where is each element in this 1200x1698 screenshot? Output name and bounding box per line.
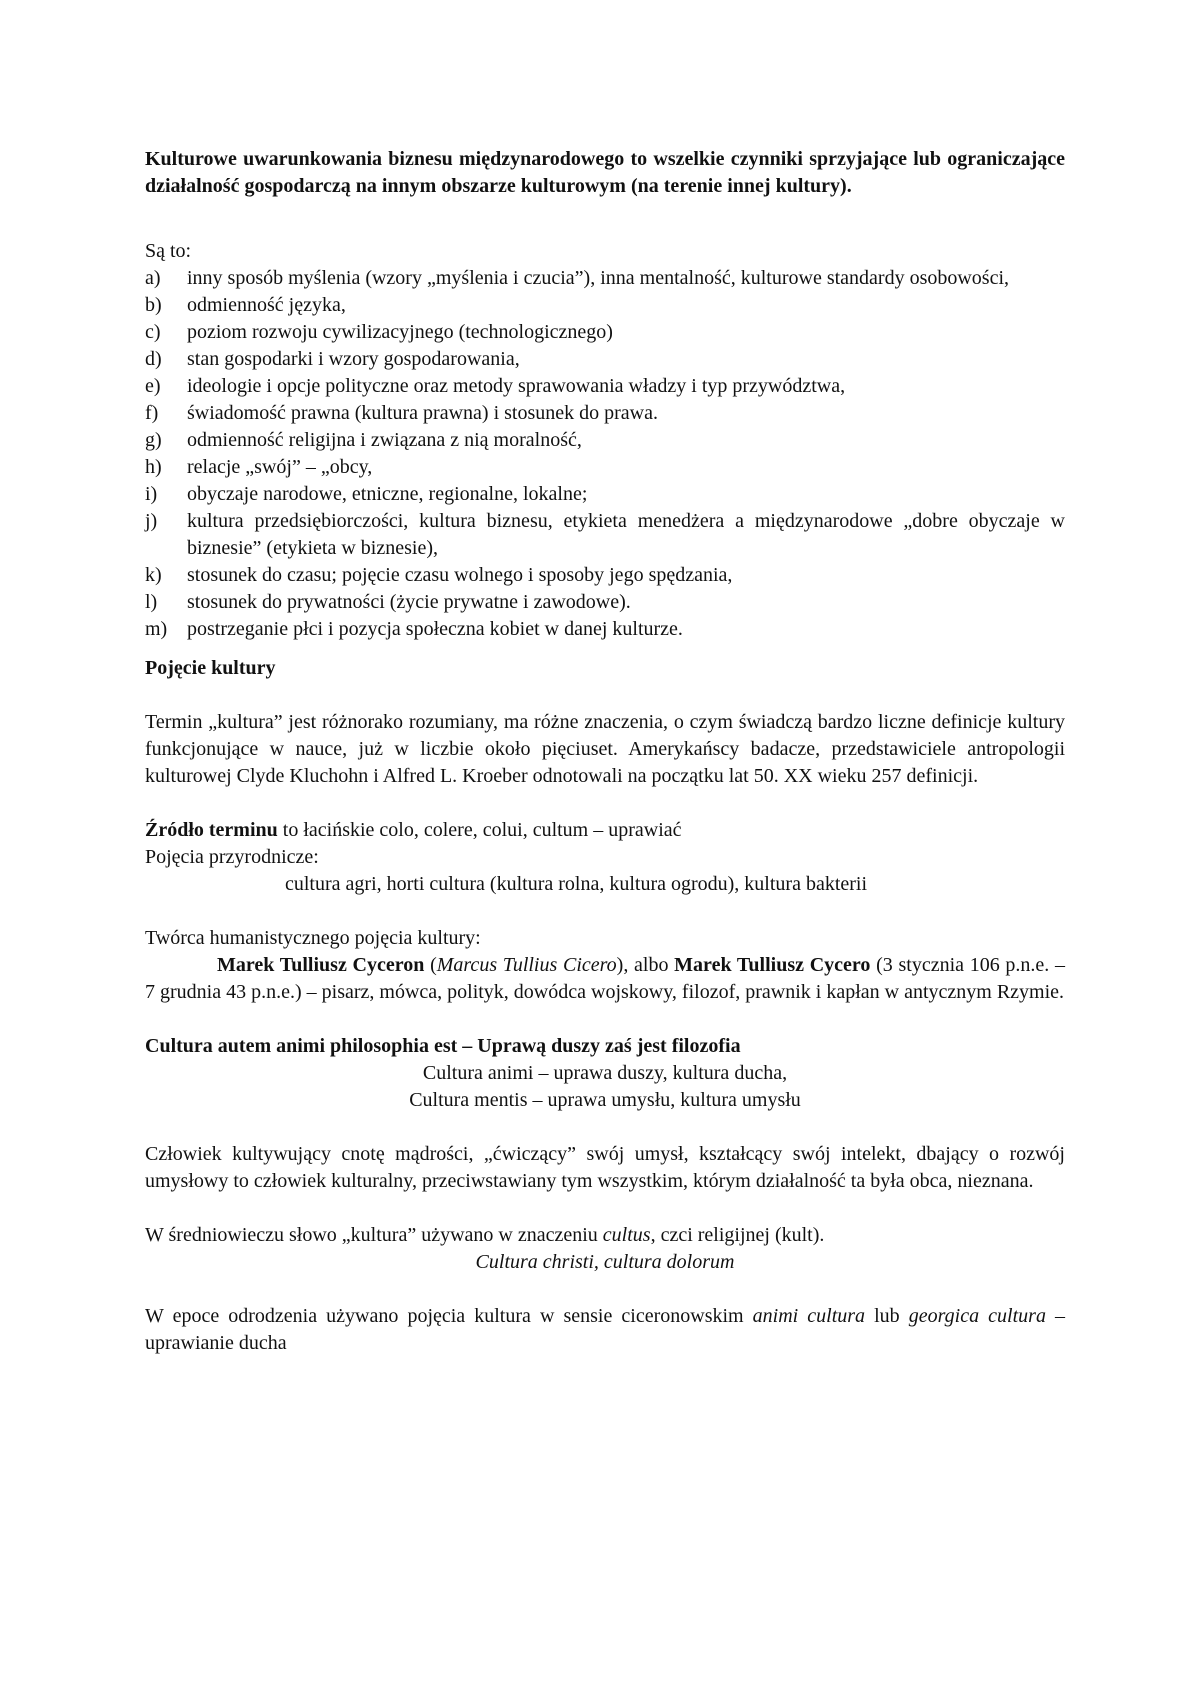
- list-intro: Są to:: [145, 240, 192, 262]
- nature-examples: cultura agri, horti cultura (kultura rolna, kultura ogrodu), kultura bakterii: [285, 873, 868, 895]
- creator-label: Twórca humanistycznego pojęcia kultury:: [145, 927, 481, 949]
- list-item: j) kultura przedsiębiorczości, kultura biznesu, etykieta menedżera a międzynarodowe „dobre obyczaje w biznesie” (etykieta w biznesie),: [145, 510, 1065, 559]
- middle-ages-paragraph: W średniowieczu słowo „kultura” używano w znaczeniu cultus, czci religijnej (kult).: [145, 1224, 825, 1246]
- source-label: Źródło terminu: [145, 819, 278, 841]
- list-item: i) obyczaje narodowe, etniczne, regionalne, lokalne;: [145, 483, 588, 505]
- nature-label: Pojęcia przyrodnicze:: [145, 846, 319, 868]
- list-item: d) stan gospodarki i wzory gospodarowania,: [145, 348, 520, 370]
- factors-list: [145, 265, 1065, 643]
- list-item: k) stosunek do czasu; pojęcie czasu wolnego i sposoby jego spędzania,: [145, 564, 733, 586]
- list-item: b) odmienność języka,: [145, 294, 346, 316]
- source-text: to łacińskie colo, colere, colui, cultum – uprawiać: [277, 819, 682, 841]
- quote-line-2: Cultura mentis – uprawa umysłu, kultura umysłu: [409, 1089, 801, 1111]
- list-item: f) świadomość prawna (kultura prawna) i stosunek do prawa.: [145, 402, 658, 424]
- list-item: l) stosunek do prywatności (życie prywatne i zawodowe).: [145, 591, 631, 613]
- document-page: [145, 146, 1065, 1357]
- man-paragraph: Człowiek kultywujący cnotę mądrości, „ćwiczący” swój umysł, kształcący swój intelekt, dbający o rozwój umysłowy to człowiek kulturalny, przeciwstawiany tym wszystkim, którym działalność ta była obca, nieznana.: [145, 1143, 1065, 1192]
- list-item: a) inny sposób myślenia (wzory „myślenia i czucia”), inna mentalność, kulturowe standardy osobowości,: [145, 267, 1010, 289]
- quote-heading: Cultura autem animi philosophia est – Uprawą duszy zaś jest filozofia: [145, 1035, 741, 1057]
- list-item: c) poziom rozwoju cywilizacyjnego (technologicznego): [145, 321, 613, 343]
- list-item: m) postrzeganie płci i pozycja społeczna kobiet w danej kulturze.: [145, 618, 683, 640]
- source-line: [145, 817, 1065, 844]
- list-item: h) relacje „swój” – „obcy,: [145, 456, 373, 478]
- quote-line-1: Cultura animi – uprawa duszy, kultura ducha,: [422, 1062, 788, 1084]
- list-item: g) odmienność religijna i związana z nią moralność,: [145, 429, 582, 451]
- renaissance-paragraph: W epoce odrodzenia używano pojęcia kultura w sensie ciceronowskim animi cultura lub georgica cultura – uprawianie ducha: [145, 1305, 1065, 1354]
- list-item: e) ideologie i opcje polityczne oraz metody sprawowania władzy i typ przywództwa,: [145, 375, 846, 397]
- term-paragraph: Termin „kultura” jest różnorako rozumiany, ma różne znaczenia, o czym świadczą bardzo liczne definicje kultury funkcjonujące w nauce, już w liczbie około pięciuset. Amerykańscy badacze, przedstawiciele antropologii kulturowej Clyde Kluchohn i Alfred L. Kroeber odnotowali na początku lat 50. XX wieku 257 definicji.: [145, 711, 1065, 787]
- cicero-paragraph: Marek Tulliusz Cyceron (Marcus Tullius Cicero), albo Marek Tulliusz Cycero (3 stycznia 106 p.n.e. –7 grudnia 43 p.n.e.) – pisarz, mówca, polityk, dowódca wojskowy, filozof, prawnik i kapłan w antycznym Rzymie.: [145, 954, 1065, 1003]
- intro-paragraph: Kulturowe uwarunkowania biznesu międzynarodowego to wszelkie czynniki sprzyjające lub ograniczające działalność gospodarczą na innym obszarze kulturowym (na terenie innej kultury).: [145, 148, 1065, 197]
- middle-ages-example: Cultura christi, cultura dolorum: [475, 1251, 735, 1273]
- section-heading-culture: Pojęcie kultury: [145, 657, 276, 679]
